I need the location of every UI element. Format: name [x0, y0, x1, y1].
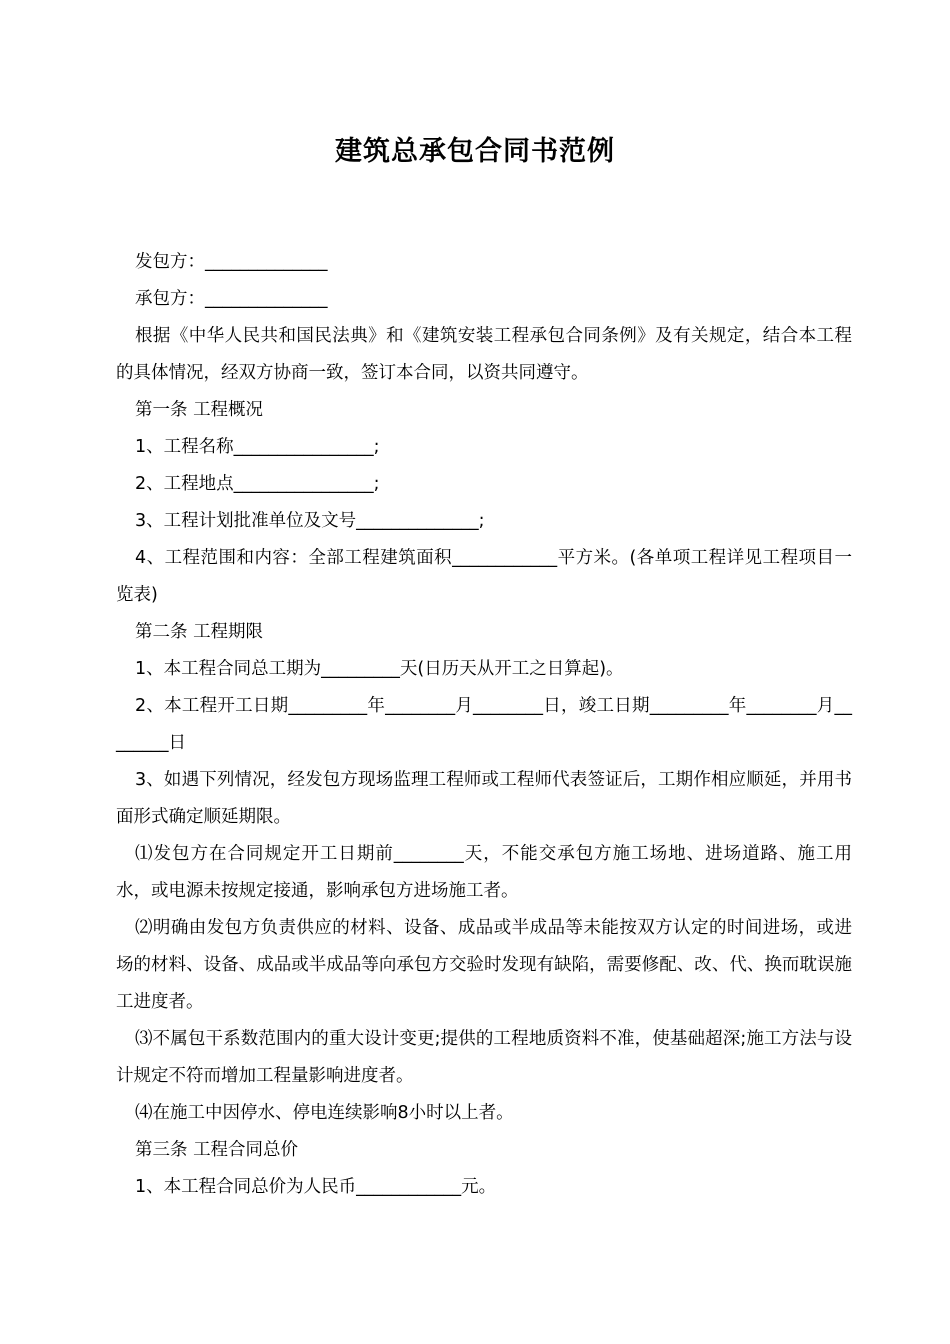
article-2-item-3: 3、如遇下列情况，经发包方现场监理工程师或工程师代表签证后，工期作相应顺延，并用书面形式确定顺延期限。	[116, 770, 852, 827]
article-2-sub-4: ⑷在施工中因停水、停电连续影响8小时以上者。	[135, 1103, 514, 1123]
article-1-item-1: 1、工程名称________________;	[135, 437, 380, 457]
article-3-item-1: 1、本工程合同总价为人民币____________元。	[135, 1177, 497, 1197]
article-2-sub-3: ⑶不属包干系数范围内的重大设计变更;提供的工程地质资料不准，使基础超深;施工方法与设计规定不符而增加工程量影响进度者。	[116, 1029, 852, 1086]
document-body	[116, 244, 852, 1206]
article-1-heading: 第一条 工程概况	[135, 400, 264, 420]
article-1-item-3: 3、工程计划批准单位及文号______________;	[135, 511, 485, 531]
party-a-line: 发包方：______________	[135, 252, 328, 272]
document-title: 建筑总承包合同书范例	[335, 136, 615, 167]
article-2-heading: 第二条 工程期限	[135, 622, 264, 642]
article-2-item-1: 1、本工程合同总工期为_________天(日历天从开工之日算起)。	[135, 659, 624, 679]
article-3-heading: 第三条 工程合同总价	[135, 1140, 299, 1160]
article-1-item-2: 2、工程地点________________;	[135, 474, 380, 494]
article-2-item-2: 2、本工程开工日期_________年________月________日，竣工日期_________年________月________日	[116, 696, 852, 753]
article-2-sub-1: ⑴发包方在合同规定开工日期前________天，不能交承包方施工场地、进场道路、施工用水，或电源未按规定接通，影响承包方进场施工者。	[116, 844, 852, 901]
party-b-line: 承包方：______________	[135, 289, 328, 309]
article-2-sub-2: ⑵明确由发包方负责供应的材料、设备、成品或半成品等未能按双方认定的时间进场，或进场的材料、设备、成品或半成品等向承包方交验时发现有缺陷，需要修配、改、代、换而耽误施工进度者。	[116, 918, 852, 1012]
article-1-item-4: 4、工程范围和内容：全部工程建筑面积____________平方米。(各单项工程详见工程项目一览表)	[116, 548, 852, 605]
preamble-paragraph: 根据《中华人民共和国民法典》和《建筑安装工程承包合同条例》及有关规定，结合本工程的具体情况，经双方协商一致，签订本合同，以资共同遵守。	[116, 326, 852, 383]
